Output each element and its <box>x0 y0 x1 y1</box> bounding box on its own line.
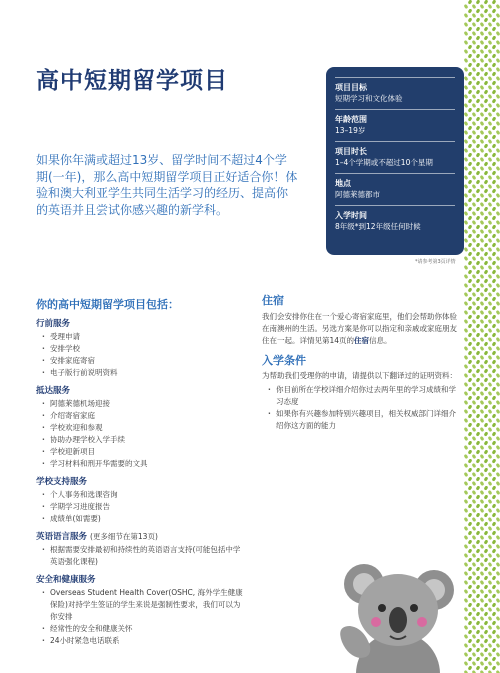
services-column <box>36 312 246 647</box>
housing-paragraph <box>262 311 462 347</box>
info-label: 项目时长 <box>335 147 367 156</box>
group-note: (更多细节在第13页) <box>89 532 158 541</box>
info-value: 13–19岁 <box>335 126 366 135</box>
group-title-with-note <box>36 531 246 543</box>
housing-text-end: 信息。 <box>369 336 392 345</box>
list-item: · 介绍寄宿家庭 <box>42 410 246 422</box>
infobox-footnote: *请参考第3页详情 <box>415 259 456 265</box>
group-title: 抵达服务 <box>36 386 71 396</box>
info-item-location <box>335 173 455 200</box>
list-item: · 个人事务和选课咨询 <box>42 489 246 501</box>
requirements-list <box>262 384 462 432</box>
info-value: 1–4个学期或不超过10个星期 <box>335 158 433 167</box>
list-item: · 学校迎新项目 <box>42 446 246 458</box>
info-label: 入学时间 <box>335 211 367 220</box>
info-item-intake <box>335 205 455 232</box>
list-item: · 安排家庭寄宿 <box>42 355 246 367</box>
group-list <box>36 544 246 568</box>
requirements-heading: 入学条件 <box>262 354 306 367</box>
services-heading: 你的高中短期留学项目包括： <box>36 298 179 311</box>
right-column <box>262 294 462 432</box>
list-item: · 受理申请 <box>42 331 246 343</box>
info-item-duration <box>335 141 455 168</box>
list-item: · 学校欢迎和参观 <box>42 422 246 434</box>
info-label: 项目目标 <box>335 83 367 92</box>
group-title: 学校支持服务 <box>36 477 88 487</box>
list-item: · 协助办理学校入学手续 <box>42 434 246 446</box>
list-item: · 阿德莱德机场迎接 <box>42 398 246 410</box>
group-list <box>36 331 246 379</box>
group-title: 英语语言服务 <box>36 532 88 542</box>
housing-heading: 住宿 <box>262 294 284 307</box>
list-item: · 安排学校 <box>42 343 246 355</box>
info-label: 年龄范围 <box>335 115 367 124</box>
decorative-dot-pattern <box>460 0 500 673</box>
list-item: · 学习材料和刑开华需要的文具 <box>42 458 246 470</box>
page-title: 高中短期留学项目 <box>36 68 228 94</box>
list-item: · 你目前所在学校详细介绍你过去两年里的学习成绩和学习态度 <box>268 384 462 408</box>
info-value: 8年级*到12年级任何时候 <box>335 222 421 231</box>
group-title: 安全和健康服务 <box>36 575 96 585</box>
info-item-goal <box>335 77 455 104</box>
housing-bold-text: 住宿 <box>354 336 370 345</box>
list-item: · 如果你有兴趣参加特别兴趣项目，相关权威部门详细介绍你这方面的能力 <box>268 408 462 432</box>
list-item: · 成绩单(如需要) <box>42 513 246 525</box>
group-list <box>36 587 246 647</box>
list-item: · 电子版行前说明资料 <box>42 367 246 379</box>
program-info-box <box>326 67 464 255</box>
list-item: · 学期学习进度报告 <box>42 501 246 513</box>
info-label: 地点 <box>335 179 351 188</box>
info-item-age <box>335 109 455 136</box>
info-value: 短期学习和文化体验 <box>335 94 403 103</box>
list-item: · 24小时紧急电话联系 <box>42 635 246 647</box>
list-item: · 经常性的安全和健康关怀 <box>42 623 246 635</box>
group-title: 行前服务 <box>36 319 71 329</box>
koala-illustration <box>336 562 456 673</box>
intro-paragraph: 如果你年满或超过13岁、留学时间不超过4个学期(一年)，那么高中短期留学项目正好适合你！体验和澳大利亚学生共同生活学习的经历、提高你的英语并且尝试你感兴趣的新学科。 <box>36 153 298 217</box>
group-list <box>36 489 246 525</box>
group-list <box>36 398 246 470</box>
requirements-intro: 为帮助我们受理你的申请，请提供以下翻译过的证明资料： <box>262 371 457 380</box>
info-value: 阿德莱德都市 <box>335 190 380 199</box>
list-item: · 根据需要安排最初和持续性的英语语言支持(可能包括中学英语强化课程) <box>42 544 246 568</box>
housing-text: 我们会安排你住在一个爱心寄宿家庭里，他们会帮助你体验在南澳州的生活。另选方案是你可以指定和亲戚或家庭朋友住在一起。详情见第14页的 <box>262 312 457 345</box>
list-item: · Overseas Student Health Cover(OSHC, 海外学生健康保险)对持学生签证的学生来说是强制性要求，我们可以为你安排 <box>42 587 246 623</box>
